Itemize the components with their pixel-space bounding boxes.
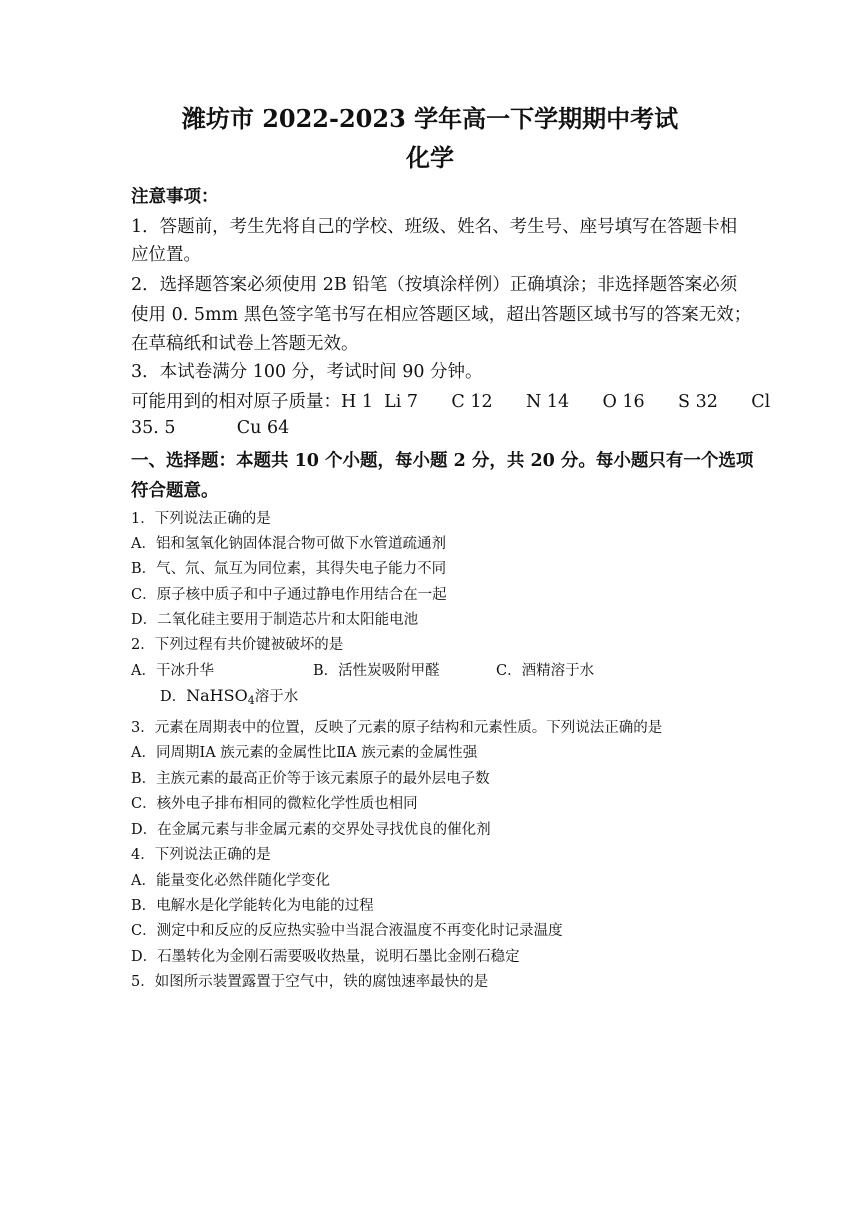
atomic-masses-line-2: 35. 5 Cu 64 [131, 418, 290, 438]
question-2-option-b: B．活性炭吸附甲醛 [313, 663, 440, 679]
notice-item-2-line-2: 使用 0. 5mm 黑色签字笔书写在相应答题区域，超出答题区域书写的答案无效； [131, 305, 752, 325]
notice-item-2-line-1: 2．选择题答案必须使用 2B 铅笔（按填涂样例）正确填涂；非选择题答案必须 [131, 275, 738, 295]
question-1-option-a: A．铝和氢氧化钠固体混合物可做下水管道疏通剂 [131, 536, 446, 552]
notice-item-3: 3．本试卷满分 100 分，考试时间 90 分钟。 [131, 362, 483, 382]
question-3-option-b: B．主族元素的最高正价等于该元素原子的最外层电子数 [131, 771, 490, 787]
question-3-option-a: A．同周期ⅠA 族元素的金属性比ⅡA 族元素的金属性强 [131, 745, 478, 761]
notice-item-1-line-2: 应位置。 [131, 245, 201, 265]
formula-subscript: 4 [247, 694, 255, 707]
notice-item-2-line-3: 在草稿纸和试卷上答题无效。 [131, 334, 359, 354]
question-3-stem: 3．元素在周期表中的位置，反映了元素的原子结构和元素性质。下列说法正确的是 [131, 720, 663, 736]
atomic-masses-line-1: 可能用到的相对原子质量：H 1 Li 7 C 12 N 14 O 16 S 32 Cl [131, 392, 771, 412]
question-1-option-c: C．原子核中质子和中子通过静电作用结合在一起 [131, 587, 447, 603]
question-3-option-d: D．在金属元素与非金属元素的交界处寻找优良的催化剂 [131, 822, 491, 838]
notice-item-1-line-1: 1．答题前，考生先将自己的学校、班级、姓名、考生号、座号填写在答题卡相 [131, 217, 738, 237]
question-4-option-d: D．石墨转化为金刚石需要吸收热量，说明石墨比金刚石稳定 [131, 949, 520, 965]
section-1-heading-line-1: 一、选择题：本题共 10 个小题，每小题 2 分，共 20 分。每小题只有一个选项 [131, 451, 754, 471]
question-5-stem: 5．如图所示装置露置于空气中，铁的腐蚀速率最快的是 [131, 974, 489, 990]
chemical-formula: NaHSO [186, 686, 248, 705]
question-2-stem: 2．下列过程有共价键被破坏的是 [131, 637, 344, 653]
question-4-option-c: C．测定中和反应的反应热实验中当混合液温度不再变化时记录温度 [131, 923, 563, 939]
question-4-option-b: B．电解水是化学能转化为电能的过程 [131, 898, 374, 914]
question-2-option-a: A．干冰升华 [131, 663, 214, 679]
question-4-option-a: A．能量变化必然伴随化学变化 [131, 873, 330, 889]
notice-heading: 注意事项： [131, 187, 219, 207]
exam-title: 潍坊市 2022-2023 学年高一下学期期中考试 [181, 104, 679, 133]
exam-subject: 化学 [406, 143, 454, 172]
section-1-heading-line-2: 符合题意。 [131, 481, 219, 501]
option-d-text: 溶于水 [254, 689, 299, 705]
question-2-option-d [160, 685, 298, 707]
option-d-label: D． [160, 689, 187, 705]
question-1-stem: 1．下列说法正确的是 [131, 511, 271, 527]
question-3-option-c: C．核外电子排布相同的微粒化学性质也相同 [131, 796, 418, 812]
question-1-option-b: B．气、氘、氚互为同位素，其得失电子能力不同 [131, 561, 447, 577]
question-1-option-d: D．二氧化硅主要用于制造芯片和太阳能电池 [131, 612, 419, 628]
question-4-stem: 4．下列说法正确的是 [131, 847, 271, 863]
question-2-option-c: C．酒精溶于水 [496, 663, 595, 679]
